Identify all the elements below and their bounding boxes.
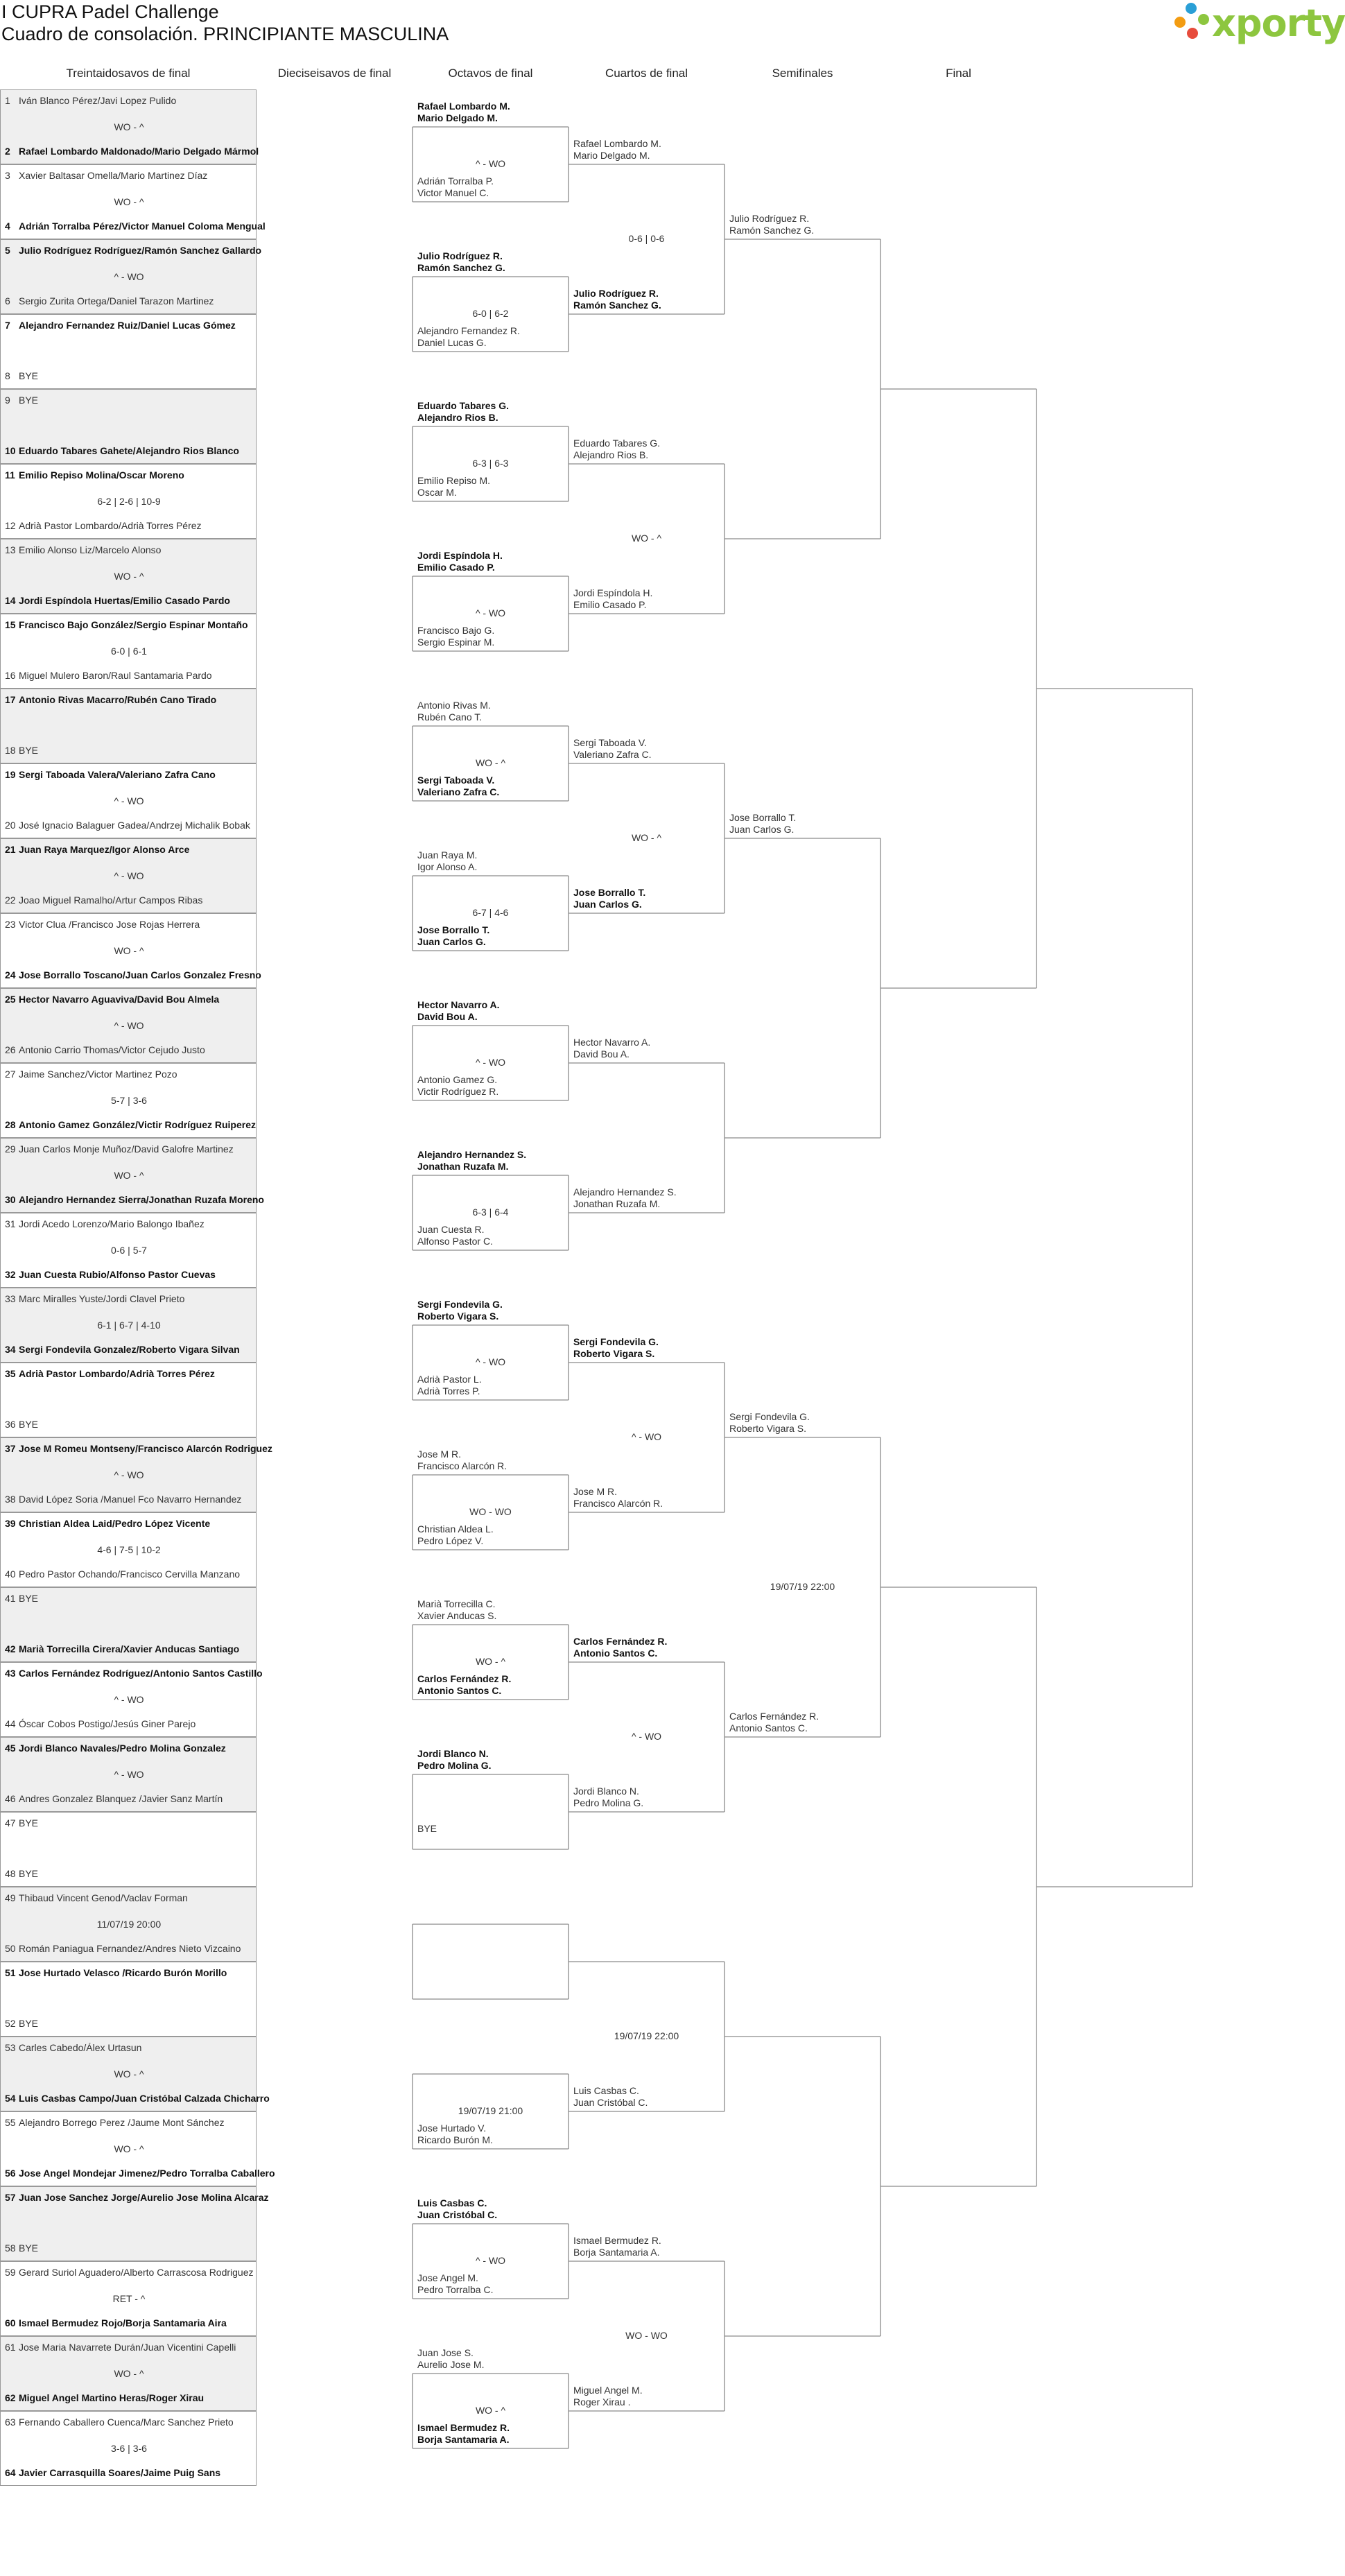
player-name: David Bou A. — [417, 1011, 478, 1022]
player-name: Antonio Gamez G. — [417, 1074, 498, 1085]
team-name: Joao Miguel Ramalho/Artur Campos Ribas — [19, 894, 203, 906]
seed-number: 53 — [5, 2042, 16, 2053]
player-name: Roberto Vigara S. — [729, 1423, 807, 1434]
seed-number: 23 — [5, 919, 16, 930]
team-name: Antonio Carrio Thomas/Victor Cejudo Justo — [19, 1044, 205, 1055]
player-name: Emilio Repiso M. — [417, 475, 491, 486]
seed-number: 42 — [5, 1643, 16, 1654]
team-name: David López Soria /Manuel Fco Navarro Hernandez — [19, 1494, 242, 1505]
match-result: WO - ^ — [475, 757, 506, 768]
match-result: 6-0 | 6-2 — [472, 308, 509, 319]
team-name: Jose Maria Navarrete Durán/Juan Vicentini Capelli — [19, 2342, 236, 2353]
team-name: Óscar Cobos Postigo/Jesús Giner Parejo — [19, 1718, 196, 1729]
player-name: Pedro Molina G. — [417, 1760, 492, 1771]
seed-number: 27 — [5, 1069, 16, 1080]
match-result: ^ - WO — [475, 607, 506, 619]
player-name: Victor Manuel C. — [417, 187, 489, 198]
match-result: 6-3 | 6-4 — [472, 1207, 509, 1218]
player-name: Hector Navarro A. — [573, 1037, 651, 1048]
player-name: Mario Delgado M. — [417, 112, 498, 123]
match-result: WO - WO — [625, 2330, 668, 2341]
team-name: BYE — [19, 1817, 39, 1829]
player-name: Alejandro Hernandez S. — [417, 1149, 527, 1160]
team-name: Sergio Zurita Ortega/Daniel Tarazon Martinez — [19, 295, 214, 306]
seed-number: 46 — [5, 1793, 16, 1804]
seed-number: 20 — [5, 820, 16, 831]
team-name: BYE — [19, 745, 39, 756]
player-name: Ricardo Burón M. — [417, 2134, 493, 2145]
match-result: ^ - WO — [114, 1469, 144, 1480]
player-name: Emilio Casado P. — [417, 562, 495, 573]
team-name: BYE — [19, 1868, 39, 1879]
player-name: Luis Casbas C. — [417, 2197, 487, 2208]
seed-number: 64 — [5, 2467, 16, 2478]
team-name: BYE — [19, 370, 39, 381]
seed-number: 17 — [5, 694, 16, 705]
seed-number: 52 — [5, 2018, 16, 2029]
match-result: RET - ^ — [112, 2293, 146, 2304]
seed-number: 45 — [5, 1743, 16, 1754]
match-result: WO - ^ — [475, 1656, 506, 1667]
player-name: Julio Rodríguez R. — [573, 288, 659, 299]
match-result: 19/07/19 22:00 — [614, 2030, 679, 2041]
team-name: Marià Torrecilla Cirera/Xavier Anducas Santiago — [19, 1643, 240, 1654]
seed-number: 11 — [5, 469, 15, 481]
player-name: Rubén Cano T. — [417, 711, 483, 723]
team-name: Antonio Gamez González/Victir Rodríguez Ruiperez — [19, 1119, 257, 1130]
seed-number: 4 — [5, 221, 10, 232]
seed-number: 2 — [5, 146, 10, 157]
seed-number: 60 — [5, 2317, 16, 2328]
team-name: Miguel Angel Martino Heras/Roger Xirau — [19, 2392, 205, 2403]
team-name: Iván Blanco Pérez/Javi Lopez Pulido — [19, 95, 177, 106]
seed-number: 3 — [5, 170, 10, 181]
seed-number: 36 — [5, 1419, 16, 1430]
match-result: ^ - WO — [114, 1769, 144, 1780]
match-result: WO - ^ — [114, 2368, 144, 2379]
seed-number: 39 — [5, 1518, 16, 1529]
team-name: Pedro Pastor Ochando/Francisco Cervilla Manzano — [19, 1568, 241, 1580]
player-name: Xavier Anducas S. — [417, 1610, 497, 1621]
team-name: Javier Carrasquilla Soares/Jaime Puig Sans — [19, 2467, 221, 2478]
player-name: Sergi Fondevila G. — [417, 1299, 503, 1310]
seed-number: 43 — [5, 1668, 16, 1679]
seed-number: 55 — [5, 2117, 16, 2128]
seed-number: 58 — [5, 2242, 16, 2254]
player-name: Carlos Fernández R. — [573, 1636, 668, 1647]
seed-number: 41 — [5, 1593, 16, 1604]
team-name: Alejandro Hernandez Sierra/Jonathan Ruzafa Moreno — [19, 1194, 264, 1205]
seed-number: 57 — [5, 2192, 16, 2203]
team-name: Carles Cabedo/Álex Urtasun — [19, 2042, 142, 2053]
player-name: Roger Xirau . — [573, 2396, 631, 2408]
seed-number: 54 — [5, 2093, 16, 2104]
player-name: Rafael Lombardo M. — [417, 101, 510, 112]
team-name: Sergi Taboada Valera/Valeriano Zafra Cano — [19, 769, 216, 780]
seed-number: 63 — [5, 2417, 16, 2428]
player-name: Jose M R. — [417, 1449, 462, 1460]
match-result: ^ - WO — [631, 1431, 662, 1442]
team-name: Miguel Mulero Baron/Raul Santamaria Pardo — [19, 670, 212, 681]
team-name: Emilio Repiso Molina/Oscar Moreno — [19, 469, 184, 481]
player-name: Juan Jose S. — [417, 2347, 474, 2358]
player-name: Juan Carlos G. — [573, 899, 642, 910]
player-name: Mario Delgado M. — [573, 150, 650, 161]
player-name: Francisco Alarcón R. — [573, 1498, 663, 1509]
player-name: Alejandro Hernandez S. — [573, 1186, 677, 1198]
player-name: Alejandro Rios B. — [573, 449, 649, 460]
seed-number: 5 — [5, 245, 10, 256]
seed-number: 19 — [5, 769, 16, 780]
player-name: Marià Torrecilla C. — [417, 1598, 496, 1609]
player-name: Emilio Casado P. — [573, 599, 647, 610]
player-name: Antonio Santos C. — [729, 1722, 808, 1734]
player-name: Jonathan Ruzafa M. — [573, 1198, 661, 1209]
match-result: ^ - WO — [114, 271, 144, 282]
team-name: Ismael Bermudez Rojo/Borja Santamaria Aira — [19, 2317, 227, 2328]
match-result: WO - ^ — [114, 121, 144, 132]
seed-number: 10 — [5, 445, 16, 456]
team-name: Juan Raya Marquez/Igor Alonso Arce — [19, 844, 190, 855]
player-name: Carlos Fernández R. — [729, 1711, 819, 1722]
match-result: ^ - WO — [475, 158, 506, 169]
player-name: Jose Borrallo T. — [729, 812, 797, 823]
match-result: WO - ^ — [631, 832, 662, 843]
team-name: Rafael Lombardo Maldonado/Mario Delgado Mármol — [19, 146, 259, 157]
team-name: Román Paniagua Fernandez/Andres Nieto Vizcaino — [19, 1943, 241, 1954]
player-name: Carlos Fernández R. — [417, 1673, 512, 1684]
team-name: BYE — [19, 395, 39, 406]
team-name: Juan Carlos Monje Muñoz/David Galofre Martinez — [19, 1143, 234, 1155]
player-name: Aurelio Jose M. — [417, 2359, 485, 2370]
seed-number: 47 — [5, 1817, 16, 1829]
logo-text: xporty — [1212, 1, 1345, 45]
player-name: Juan Cristóbal C. — [417, 2209, 498, 2220]
player-name: Jordi Espíndola H. — [573, 587, 653, 598]
player-name: Oscar M. — [417, 487, 457, 498]
seed-number: 8 — [5, 370, 10, 381]
player-name: BYE — [417, 1823, 437, 1834]
seed-number: 16 — [5, 670, 16, 681]
seed-number: 62 — [5, 2392, 16, 2403]
team-name: Antonio Rivas Macarro/Rubén Cano Tirado — [19, 694, 217, 705]
seed-number: 15 — [5, 619, 16, 630]
seed-number: 12 — [5, 520, 16, 531]
team-name: Eduardo Tabares Gahete/Alejandro Rios Blanco — [19, 445, 239, 456]
team-name: Luis Casbas Campo/Juan Cristóbal Calzada Chicharro — [19, 2093, 270, 2104]
team-name: Jose Hurtado Velasco /Ricardo Burón Morillo — [19, 1967, 227, 1978]
match-result: ^ - WO — [631, 1731, 662, 1742]
player-name: Sergi Fondevila G. — [573, 1336, 659, 1347]
player-name: Jordi Espíndola H. — [417, 550, 503, 561]
match-result: 5-7 | 3-6 — [111, 1095, 147, 1106]
team-name: BYE — [19, 1419, 39, 1430]
seed-number: 59 — [5, 2267, 16, 2278]
player-name: Pedro Molina G. — [573, 1797, 644, 1808]
player-name: Jose Borrallo T. — [573, 887, 646, 898]
player-name: Rafael Lombardo M. — [573, 138, 661, 149]
team-name: Jose Angel Mondejar Jimenez/Pedro Torralba Caballero — [19, 2168, 275, 2179]
team-name: BYE — [19, 2242, 39, 2254]
player-name: Borja Santamaria A. — [417, 2434, 510, 2445]
match-result: 6-2 | 2-6 | 10-9 — [97, 496, 161, 507]
match-result: 6-3 | 6-3 — [472, 458, 509, 469]
player-name: Jose Hurtado V. — [417, 2123, 487, 2134]
player-name: Miguel Angel M. — [573, 2385, 643, 2396]
team-name: José Ignacio Balaguer Gadea/Andrzej Michalik Bobak — [19, 820, 250, 831]
seed-number: 37 — [5, 1443, 16, 1454]
team-name: Jose Borrallo Toscano/Juan Carlos Gonzalez Fresno — [19, 969, 261, 980]
player-name: Jordi Blanco N. — [417, 1748, 489, 1759]
seed-number: 33 — [5, 1293, 16, 1304]
seed-number: 30 — [5, 1194, 16, 1205]
team-name: Juan Jose Sanchez Jorge/Aurelio Jose Molina Alcaraz — [19, 2192, 269, 2203]
match-result: 6-7 | 4-6 — [472, 907, 509, 918]
match-result: WO - ^ — [114, 1170, 144, 1181]
team-name: Sergi Fondevila Gonzalez/Roberto Vigara Silvan — [19, 1344, 240, 1355]
team-name: Jordi Blanco Navales/Pedro Molina Gonzalez — [19, 1743, 226, 1754]
team-name: Christian Aldea Laid/Pedro López Vicente — [19, 1518, 211, 1529]
player-name: Jonathan Ruzafa M. — [417, 1161, 509, 1172]
team-name: Julio Rodríguez Rodríguez/Ramón Sanchez Gallardo — [19, 245, 262, 256]
team-name: Alejandro Fernandez Ruiz/Daniel Lucas Gómez — [19, 320, 236, 331]
player-name: Alfonso Pastor C. — [417, 1236, 493, 1247]
player-name: Pedro Torralba C. — [417, 2284, 494, 2295]
player-name: Luis Casbas C. — [573, 2085, 639, 2096]
team-name: Hector Navarro Aguaviva/David Bou Almela — [19, 994, 220, 1005]
team-name: Marc Miralles Yuste/Jordi Clavel Prieto — [19, 1293, 185, 1304]
match-result: ^ - WO — [475, 1057, 506, 1068]
seed-number: 51 — [5, 1967, 16, 1978]
player-name: Borja Santamaria A. — [573, 2247, 660, 2258]
player-name: David Bou A. — [573, 1048, 630, 1060]
team-name: Francisco Bajo González/Sergio Espinar Montaño — [19, 619, 248, 630]
player-name: Victir Rodríguez R. — [417, 1086, 499, 1097]
seed-number: 14 — [5, 595, 16, 606]
team-name: Xavier Baltasar Omella/Mario Martinez Díaz — [19, 170, 208, 181]
seed-number: 40 — [5, 1568, 16, 1580]
player-name: Ramón Sanchez G. — [729, 225, 815, 236]
player-name: Sergi Taboada V. — [417, 775, 495, 786]
match-result: 19/07/19 21:00 — [458, 2105, 523, 2116]
player-name: Jordi Blanco N. — [573, 1786, 639, 1797]
player-name: Eduardo Tabares G. — [573, 438, 661, 449]
seed-number: 26 — [5, 1044, 16, 1055]
team-name: Alejandro Borrego Perez /Jaume Mont Sánchez — [19, 2117, 225, 2128]
team-name: Andres Gonzalez Blanquez /Javier Sanz Martín — [19, 1793, 223, 1804]
player-name: Jose Angel M. — [417, 2272, 478, 2283]
team-name: Emilio Alonso Liz/Marcelo Alonso — [19, 544, 162, 555]
column-header-round-of-64: Treintaidosavos de final — [66, 67, 191, 80]
player-name: Julio Rodríguez R. — [417, 250, 503, 261]
column-header-round-of-16: Octavos de final — [448, 67, 533, 80]
page-title: I CUPRA Padel Challenge — [1, 1, 219, 22]
seed-number: 22 — [5, 894, 16, 906]
player-name: Eduardo Tabares G. — [417, 400, 509, 411]
match-result: ^ - WO — [114, 1020, 144, 1031]
match-result: 0-6 | 0-6 — [628, 233, 665, 244]
player-name: Valeriano Zafra C. — [417, 786, 500, 797]
match-result: 3-6 | 3-6 — [111, 2443, 147, 2454]
player-name: Sergio Espinar M. — [417, 637, 495, 648]
seed-number: 28 — [5, 1119, 16, 1130]
player-name: Valeriano Zafra C. — [573, 749, 652, 760]
column-header-round-of-32: Dieciseisavos de final — [277, 67, 392, 80]
player-name: Francisco Alarcón R. — [417, 1460, 507, 1471]
seed-number: 48 — [5, 1868, 16, 1879]
match-result: ^ - WO — [114, 870, 144, 881]
seed-number: 6 — [5, 295, 10, 306]
player-name: Francisco Bajo G. — [417, 625, 495, 636]
match-result: WO - ^ — [114, 945, 144, 956]
match-result: WO - ^ — [114, 2068, 144, 2080]
match-result: WO - ^ — [114, 196, 144, 207]
player-name: Antonio Santos C. — [417, 1685, 502, 1696]
team-name: Adrià Pastor Lombardo/Adrià Torres Pérez — [19, 520, 202, 531]
seed-number: 35 — [5, 1368, 16, 1379]
seed-number: 21 — [5, 844, 16, 855]
match-result: 11/07/19 20:00 — [96, 1919, 162, 1930]
match-result: WO - WO — [469, 1506, 512, 1517]
player-name: Julio Rodríguez R. — [729, 213, 810, 224]
seed-number: 31 — [5, 1218, 16, 1229]
player-name: Ramón Sanchez G. — [417, 262, 505, 273]
player-name: Hector Navarro A. — [417, 999, 500, 1010]
team-name: Gerard Suriol Aguadero/Alberto Carrascosa Rodriguez — [19, 2267, 254, 2278]
player-name: Christian Aldea L. — [417, 1523, 494, 1535]
player-name: Ismael Bermudez R. — [573, 2235, 661, 2246]
match-result: WO - ^ — [631, 533, 662, 544]
seed-number: 61 — [5, 2342, 16, 2353]
player-name: Jose M R. — [573, 1486, 618, 1497]
seed-number: 1 — [5, 95, 10, 106]
column-header-semifinals: Semifinales — [772, 67, 833, 80]
player-name: Juan Carlos G. — [417, 936, 486, 947]
seed-number: 24 — [5, 969, 16, 980]
player-name: Alejandro Rios B. — [417, 412, 498, 423]
player-name: Juan Cuesta R. — [417, 1224, 485, 1235]
player-name: Jose Borrallo T. — [417, 924, 490, 935]
team-name: Jordi Acedo Lorenzo/Mario Balongo Ibañez — [19, 1218, 205, 1229]
team-name: BYE — [19, 1593, 39, 1604]
team-name: Fernando Caballero Cuenca/Marc Sanchez Prieto — [19, 2417, 234, 2428]
match-result: ^ - WO — [114, 795, 144, 806]
team-name: Adrián Torralba Pérez/Victor Manuel Coloma Mengual — [19, 221, 266, 232]
team-name: Jaime Sanchez/Victor Martinez Pozo — [19, 1069, 177, 1080]
seed-number: 50 — [5, 1943, 16, 1954]
team-name: Carlos Fernández Rodríguez/Antonio Santos Castillo — [19, 1668, 263, 1679]
column-header-quarterfinals: Cuartos de final — [605, 67, 688, 80]
player-name: Pedro López V. — [417, 1535, 484, 1546]
player-name: Juan Carlos G. — [729, 824, 795, 835]
team-name: BYE — [19, 2018, 39, 2029]
match-result: WO - ^ — [475, 2405, 506, 2416]
match-result: WO - ^ — [114, 2143, 144, 2154]
player-name: Ismael Bermudez R. — [417, 2422, 510, 2433]
seed-number: 44 — [5, 1718, 16, 1729]
player-name: Roberto Vigara S. — [417, 1311, 499, 1322]
match-result: 19/07/19 22:00 — [770, 1581, 835, 1592]
team-name: Thibaud Vincent Genod/Vaclav Forman — [19, 1892, 188, 1903]
player-name: Igor Alonso A. — [417, 861, 478, 872]
seed-number: 25 — [5, 994, 16, 1005]
player-name: Antonio Santos C. — [573, 1648, 658, 1659]
player-name: Alejandro Fernandez R. — [417, 325, 520, 336]
match-result: ^ - WO — [475, 1356, 506, 1367]
player-name: Adrián Torralba P. — [417, 175, 494, 187]
match-result: 6-0 | 6-1 — [111, 646, 147, 657]
player-name: Daniel Lucas G. — [417, 337, 487, 348]
player-name: Sergi Taboada V. — [573, 737, 647, 748]
team-name: Jose M Romeu Montseny/Francisco Alarcón Rodriguez — [19, 1443, 272, 1454]
match-result: 4-6 | 7-5 | 10-2 — [97, 1544, 161, 1555]
team-name: Adrià Pastor Lombardo/Adrià Torres Pérez — [19, 1368, 215, 1379]
seed-number: 34 — [5, 1344, 16, 1355]
player-name: Juan Raya M. — [417, 849, 478, 861]
player-name: Antonio Rivas M. — [417, 700, 491, 711]
seed-number: 32 — [5, 1269, 16, 1280]
player-name: Adrià Torres P. — [417, 1385, 480, 1397]
team-name: Jordi Espíndola Huertas/Emilio Casado Pardo — [19, 595, 230, 606]
seed-number: 29 — [5, 1143, 16, 1155]
player-name: Roberto Vigara S. — [573, 1348, 655, 1359]
match-result: 6-1 | 6-7 | 4-10 — [97, 1320, 161, 1331]
seed-number: 18 — [5, 745, 16, 756]
player-name: Juan Cristóbal C. — [573, 2097, 648, 2108]
seed-number: 9 — [5, 395, 10, 406]
match-result: 0-6 | 5-7 — [111, 1245, 147, 1256]
team-name: Juan Cuesta Rubio/Alfonso Pastor Cuevas — [19, 1269, 216, 1280]
seed-number: 7 — [5, 320, 10, 331]
player-name: Adrià Pastor L. — [417, 1374, 482, 1385]
seed-number: 13 — [5, 544, 16, 555]
seed-number: 56 — [5, 2168, 16, 2179]
match-result: ^ - WO — [475, 2255, 506, 2266]
seed-number: 38 — [5, 1494, 16, 1505]
seed-number: 49 — [5, 1892, 16, 1903]
team-name: Victor Clua /Francisco Jose Rojas Herrera — [19, 919, 200, 930]
column-header-final: Final — [946, 67, 971, 80]
match-result: WO - ^ — [114, 571, 144, 582]
player-name: Ramón Sanchez G. — [573, 300, 661, 311]
page-subtitle: Cuadro de consolación. PRINCIPIANTE MASCULINA — [1, 24, 449, 44]
player-name: Sergi Fondevila G. — [729, 1411, 810, 1422]
match-result: ^ - WO — [114, 1694, 144, 1705]
